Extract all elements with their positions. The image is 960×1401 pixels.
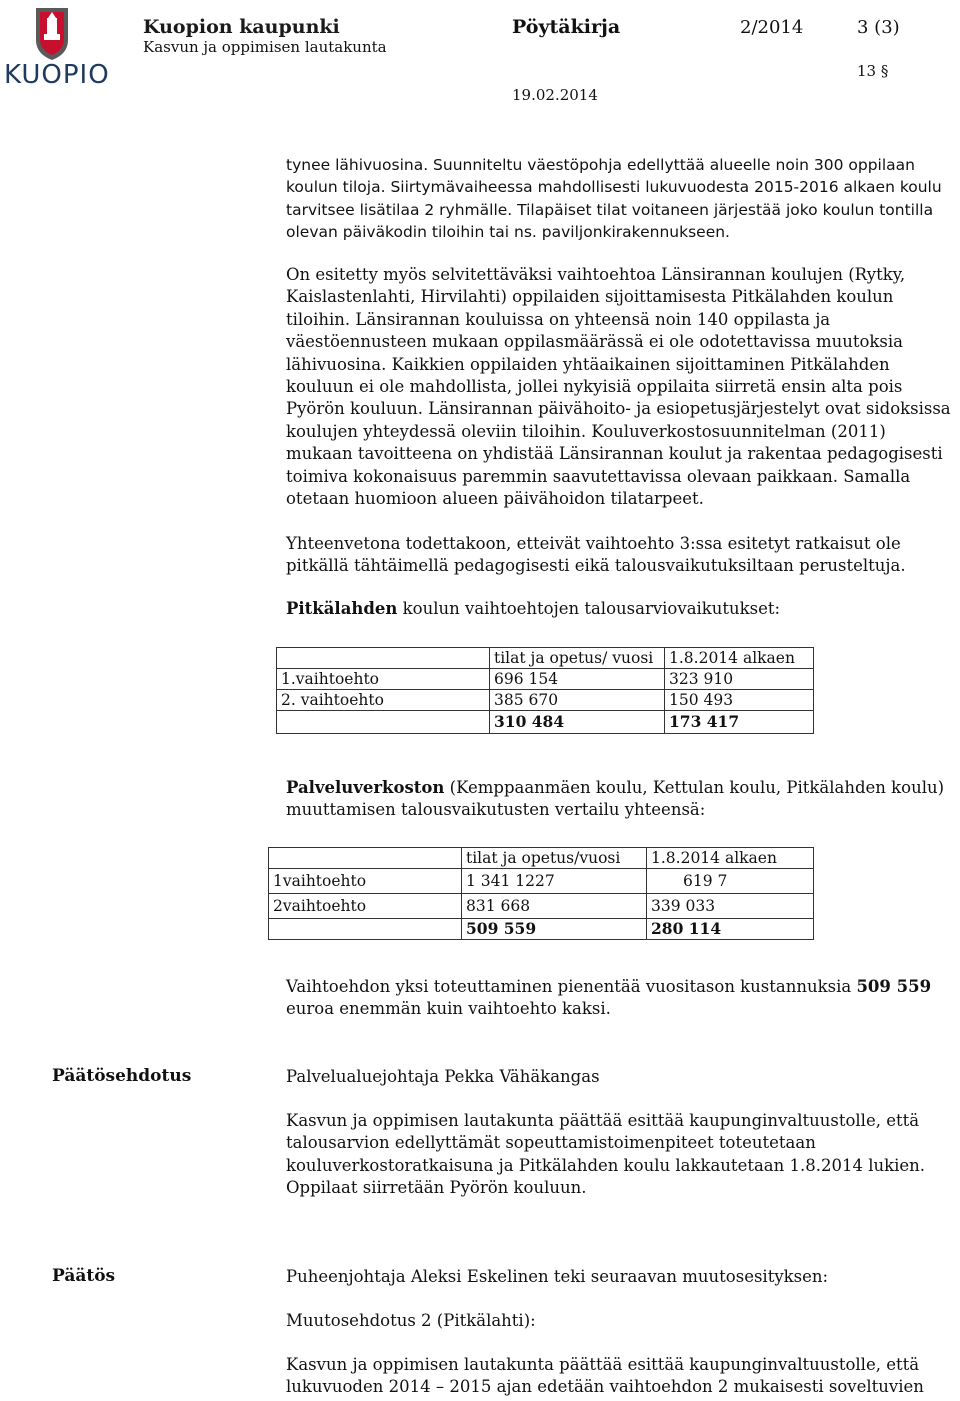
- table-cell: 2vaihtoehto: [269, 894, 462, 919]
- table-cell: [277, 711, 490, 734]
- table-cell: 385 670: [490, 690, 665, 711]
- decision-label: Päätös: [52, 1266, 116, 1286]
- table-cell: tilat ja opetus/vuosi: [462, 848, 647, 869]
- table-header-row: [269, 848, 814, 869]
- table-cell: 150 493: [665, 690, 814, 711]
- table-row: [277, 690, 814, 711]
- table-cell: 173 417: [665, 711, 814, 734]
- table-cell: 1vaihtoehto: [269, 869, 462, 894]
- proposal-text: Kasvun ja oppimisen lautakunta päättää esittää kaupunginvaltuustolle, että talousarvion edellyttämät sopeuttamistoimenpiteet toteutetaan kouluverkostoratkaisuna ja Pitkälahden koulu lakkautetaan 1.8.2014 lukien. Oppilaat siirretään Pyörön kouluun.: [286, 1111, 926, 1198]
- proposal-label: Päätösehdotus: [52, 1066, 192, 1086]
- table-cell: 1 341 1227: [462, 869, 647, 894]
- table-total-row: [269, 919, 814, 940]
- table-cell: 1.8.2014 alkaen: [665, 648, 814, 669]
- table-row: [269, 869, 814, 894]
- table2-heading: Palveluverkoston (Kemppaanmäen koulu, Kettulan koulu, Pitkälahden koulu) muuttamisen talousvaikutusten vertailu yhteensä:: [286, 778, 945, 820]
- budget-table-pitkalahti: [276, 647, 814, 734]
- table-cell: 280 114: [647, 919, 814, 940]
- table-cell: 1.vaihtoehto: [277, 669, 490, 690]
- decision-line-2: Muutosehdotus 2 (Pitkälahti):: [286, 1311, 536, 1330]
- table-cell: 509 559: [462, 919, 647, 940]
- logo-wordmark: KUOPIO: [4, 60, 110, 90]
- decision-line-3: Kasvun ja oppimisen lautakunta päättää esittää kaupunginvaltuustolle, että lukuvuoden 2014 – 2015 ajan edetään vaihtoehdon 2 mukaisesti soveltuvien: [286, 1355, 924, 1397]
- proposal-presenter: Palvelualuejohtaja Pekka Vähäkangas: [286, 1067, 600, 1086]
- table-header-row: [277, 648, 814, 669]
- committee-name: Kasvun ja oppimisen lautakunta: [143, 38, 387, 56]
- document-number: 2/2014: [740, 17, 804, 38]
- page-number: 3 (3): [857, 17, 900, 38]
- table-total-row: [277, 711, 814, 734]
- table-cell: 339 033: [647, 894, 814, 919]
- table-cell: 619 7: [647, 869, 814, 894]
- table-cell: 2. vaihtoehto: [277, 690, 490, 711]
- paragraph-2: On esitetty myös selvitettäväksi vaihtoehtoa Länsirannan koulujen (Rytky, Kaislastenlahti, Hirvilahti) oppilaiden sijoittamisesta Pitkälahden koulun tiloihin. Länsirannan kouluissa on yhteensä noin 140 oppilasta ja väestöennusteen mukaan oppilasmäärässä ei ole odotettavissa muutoksia lähivuosina. Kaikkien oppilaiden yhtäaikainen sijoittaminen Pitkälahden kouluun ei ole mahdollista, jollei nykyisiä oppilaita siirretä ensin alta pois Pyörön kouluun. Länsirannan päivähoito- ja esiopetusjärjestelyt ovat sidoksissa koulujen yhteydessä oleviin tiloihin. Kouluverkostosuunnitelman (2011) mukaan tavoitteena on yhdistää Länsirannan koulut ja rakentaa pedagogisesti toimiva kokonaisuus paremmin saavutettavissa olevaan paikkaan. Samalla otetaan huomioon alueen päivähoidon tilatarpeet.: [286, 265, 951, 509]
- section-number: 13 §: [857, 62, 889, 80]
- budget-table-service-network: [268, 847, 814, 940]
- table-cell: 831 668: [462, 894, 647, 919]
- table-cell: 696 154: [490, 669, 665, 690]
- table-cell: 1.8.2014 alkaen: [647, 848, 814, 869]
- paragraph-4: Vaihtoehdon yksi toteuttaminen pienentää vuositason kustannuksia 509 559 euroa enemmän kuin vaihtoehto kaksi.: [286, 977, 932, 1019]
- decision-line-1: Puheenjohtaja Aleksi Eskelinen teki seuraavan muutosesityksen:: [286, 1267, 829, 1286]
- table-cell: [277, 648, 490, 669]
- document-type: Pöytäkirja: [512, 16, 621, 38]
- document-date: 19.02.2014: [512, 86, 598, 104]
- table-cell: [269, 919, 462, 940]
- table-cell: tilat ja opetus/ vuosi: [490, 648, 665, 669]
- table-row: [269, 894, 814, 919]
- paragraph-3: Yhteenvetona todettakoon, etteivät vaihtoehto 3:ssa esitetyt ratkaisut ole pitkällä tähtäimellä pedagogisesti eikä talousvaikutuksiltaan perusteltuja.: [286, 534, 906, 576]
- organization-name: Kuopion kaupunki: [143, 16, 340, 38]
- paragraph-1: tynee lähivuosina. Suunniteltu väestöpohja edellyttää alueelle noin 300 oppilaan koulun tiloja. Siirtymävaiheessa mahdollisesti lukuvuodesta 2015-2016 alkaen koulu tarvitsee lisätilaa 2 ryhmälle. Tilapäiset tilat voitaneen järjestää joko koulun tontilla olevan päiväkodin tiloihin tai ns. paviljonkirakennukseen.: [286, 156, 942, 242]
- kuopio-logo: [4, 4, 110, 96]
- table-cell: 310 484: [490, 711, 665, 734]
- table-cell: 323 910: [665, 669, 814, 690]
- table1-heading: Pitkälahden koulun vaihtoehtojen talousarviovaikutukset:: [286, 599, 781, 618]
- table-row: [277, 669, 814, 690]
- table-cell: [269, 848, 462, 869]
